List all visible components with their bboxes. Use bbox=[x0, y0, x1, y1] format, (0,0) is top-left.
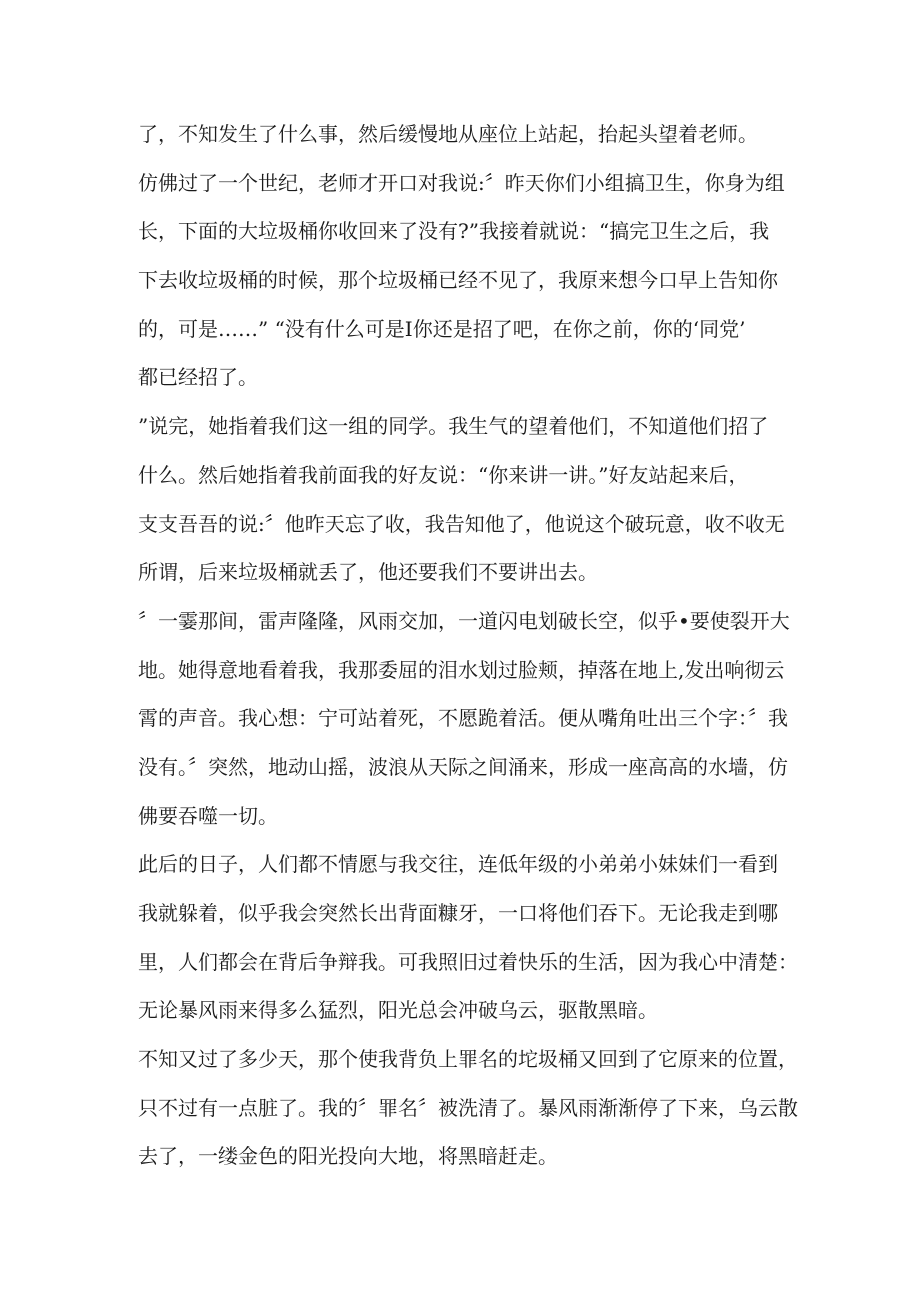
text-line: 无论暴风雨来得多么猛烈，阳光总会冲破乌云，驱散黑暗。 bbox=[138, 998, 658, 1023]
text-line: 长，下面的大垃圾桶你收回来了没有?”我接着就说：“搞完卫生之后，我 bbox=[138, 219, 770, 244]
text-line: 的，可是……” “没有什么可是I你还是招了吧，在你之前，你的‘同党’ bbox=[138, 316, 746, 341]
text-line: 下去收垃圾桶的时候，那个垃圾桶已经不见了，我原来想今口早上告知你 bbox=[138, 268, 778, 293]
text-line: 了，不知发生了什么事，然后缓慢地从座位上站起，抬起头望着老师。 bbox=[138, 122, 758, 146]
text-line: 什么。然后她指着我前面我的好友说：“你来讲一讲。”好友站起来后， bbox=[138, 462, 749, 487]
text-line: 不知又过了多少天，那个使我背负上罪名的坨圾桶又回到了它原来的位置， bbox=[138, 1047, 798, 1072]
text-line: 没有。〞突然，地动山摇，波浪从天际之间涌来，形成一座高高的水墙，仿 bbox=[138, 754, 788, 779]
text-line: 霄的声音。我心想：宁可站着死，不愿跪着活。便从嘴角吐出三个字：〞我 bbox=[138, 706, 788, 731]
text-line: 地。她得意地看着我，我那委屈的泪水划过脸颊，掉落在地上,发出响彻云 bbox=[138, 657, 785, 682]
paragraph-5 bbox=[138, 840, 798, 1035]
body-text bbox=[138, 110, 798, 1181]
text-line: ”说完，她指着我们这一组的同学。我生气的望着他们，不知道他们招了 bbox=[138, 414, 769, 439]
text-line: 里，人们都会在背后争辩我。可我照旧过着快乐的生活，因为我心中清楚： bbox=[138, 949, 798, 974]
text-line: 支支吾吾的说:〞他昨天忘了收，我告知他了，他说这个破玩意，收不收无 bbox=[138, 511, 785, 536]
text-line: 所谓，后来垃圾桶就丢了，他还要我们不要讲出去。 bbox=[138, 560, 598, 585]
paragraph-1 bbox=[138, 110, 798, 159]
text-line: 仿佛过了一个世纪，老师才开口对我说:〞昨天你们小组搞卫生，你身为组 bbox=[138, 170, 785, 195]
text-line: 〞一霎那间，雷声隆隆，风雨交加，一道闪电划破长空，似乎•要使裂开大 bbox=[138, 608, 790, 633]
text-line: 去了，一缕金色的阳光投向大地，将黑暗赶走。 bbox=[138, 1144, 558, 1169]
paragraph-2 bbox=[138, 159, 798, 402]
paragraph-4 bbox=[138, 597, 798, 840]
paragraph-3 bbox=[138, 402, 798, 597]
text-line: 只不过有一点脏了。我的〞罪名〞被洗清了。暴风雨渐渐停了下来，乌云散 bbox=[138, 1095, 798, 1120]
text-line: 都已经招了。 bbox=[138, 365, 258, 390]
text-line: 此后的日子，人们都不情愿与我交往，连低年级的小弟弟小妹妹们一看到 bbox=[138, 852, 778, 877]
text-line: 佛要吞噬一切。 bbox=[138, 803, 278, 828]
text-line: 我就躲着，似乎我会突然长出背面糠牙，一口将他们吞下。无论我走到哪 bbox=[138, 901, 778, 925]
paragraph-6 bbox=[138, 1035, 798, 1181]
